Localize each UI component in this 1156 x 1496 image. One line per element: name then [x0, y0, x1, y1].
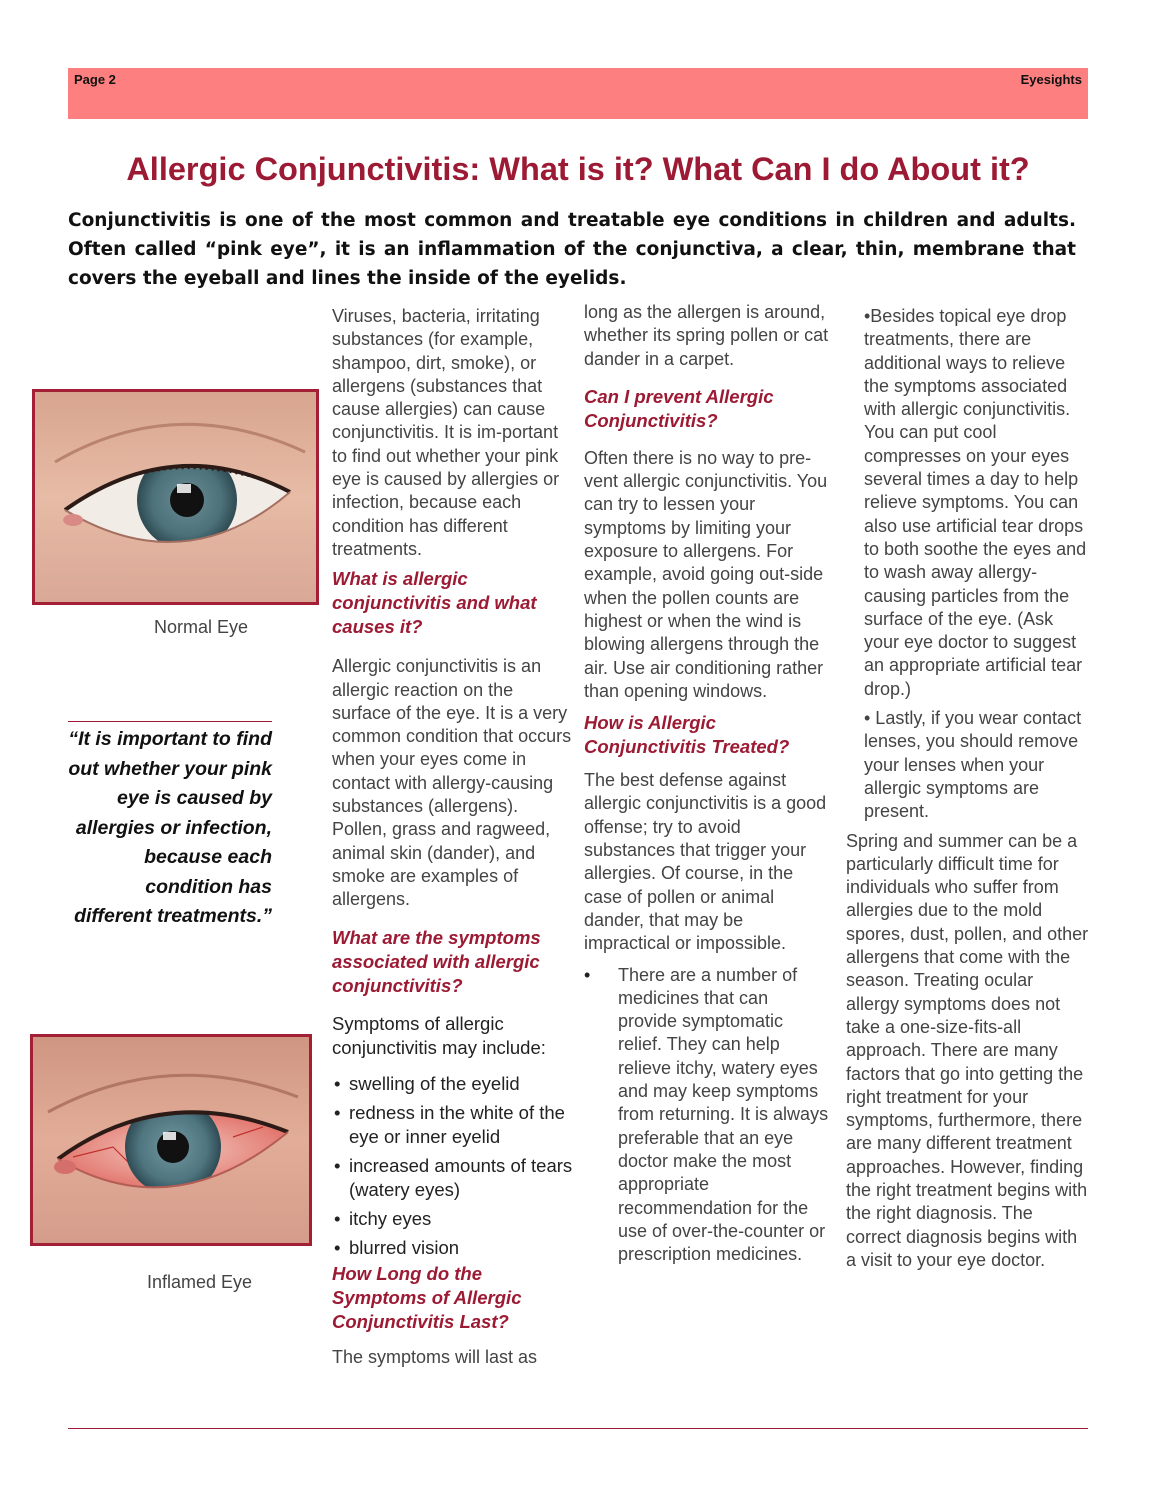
publication-name: Eyesights: [1020, 72, 1082, 87]
symptom-item: • swelling of the eyelid: [332, 1072, 576, 1096]
heading-treated: How is Allergic Conjunctivitis Treated?: [584, 712, 790, 758]
column-3: [584, 301, 832, 1266]
treated-paragraph: The best defense against allergic conjunctivitis is a good offense; try to avoid substances that trigger your allergies. Of course, in the case of pollen or animal dander, that may be impractical or impossible.: [584, 770, 827, 954]
inflamed-eye-caption: Inflamed Eye: [147, 1272, 253, 1292]
continued-paragraph: long as the allergen is around, whether its spring pollen or cat dander in a carpet.: [584, 302, 829, 369]
lastly-bullet: • Lastly, if you wear contact lenses, you should remove your lenses when your allergic symptoms are present.: [864, 708, 1082, 822]
column-2: [332, 305, 576, 1369]
heading-what-is: What is allergic conjunctivitis and what causes it?: [332, 568, 537, 638]
page-number: Page 2: [74, 72, 116, 87]
article-title: Allergic Conjunctivitis: What is it? What Can I do About it?: [126, 151, 1030, 187]
lead-paragraph: Conjunctivitis is one of the most common and treatable eye conditions in children and adults. Often called “pink eye”, it is an inflammation of the conjunctiva, a clear, thin, membrane that covers the eyeball and lines the inside of the eyelids.: [68, 210, 1076, 289]
symptom-item: • redness in the white of the eye or inner eyelid: [332, 1101, 576, 1149]
pull-quote: “It is important to find out whether your pink eye is caused by allergies or infection, because each condition has different treatments.”: [68, 728, 272, 927]
heading-symptoms: What are the symptoms associated with allergic conjunctivitis?: [332, 926, 541, 996]
pull-quote-rule: [68, 721, 272, 722]
medicines-bullet: • There are a number of medicines that can provide symptomatic relief. They can help relieve itchy, watery eyes and may keep symptoms from returning. It is always preferable that an eye doctor make the most appropriate recommendation for the use of over-the-counter or prescription medicines.: [584, 964, 832, 1267]
prevent-paragraph: Often there is no way to pre-vent allergic conjunctivitis. You can try to lessen your symptoms by limiting your exposure to allergens. For example, avoid going out-side when the pollen counts are highest or when the wind is blowing allergens through the air. Use air conditioning rather than opening windows.: [584, 447, 828, 701]
symptom-item: • itchy eyes: [332, 1207, 576, 1231]
spring-paragraph: Spring and summer can be a particularly difficult time for individuals who suffer from allergies due to the mold spores, dust, pollen, and other allergens that come with the season. Treating ocular allergy symptoms does not take a one-size-fits-all approach. There are many factors that go into getting the right treatment for your symptoms, furthermore, there are many different treatment approaches. However, finding the right treatment begins with the right diagnosis. The correct diagnosis begins with a visit to your eye doctor.: [846, 830, 1089, 1270]
column-4: [846, 305, 1090, 1272]
heading-prevent: Can I prevent Allergic Conjunctivitis?: [584, 385, 774, 431]
symptoms-list: [332, 1072, 576, 1260]
intro-paragraph: Viruses, bacteria, irritating substances (for example, shampoo, dirt, smoke), or allergens (substances that cause allergies) can cause conjunctivitis. It is im-portant to find out whether your pink eye is caused by allergies or infection, because each condition has different treatments.: [332, 306, 560, 559]
how-long-paragraph: The symptoms will last as: [332, 1346, 538, 1367]
heading-how-long: How Long do the Symptoms of Allergic Conjunctivitis Last?: [332, 1262, 522, 1332]
inflamed-eye-photo: [30, 1034, 312, 1246]
besides-bullet: •Besides topical eye drop treatments, there are additional ways to relieve the symptoms associated with allergic conjunctivitis. You can put cool compresses on your eyes several times a day to help relieve symptoms. You can also use artificial tear drops to both soothe the eyes and to wash away allergy-causing particles from the surface of the eye. (Ask your eye doctor to suggest an appropriate artificial tear drop.): [864, 306, 1087, 699]
normal-eye-photo: [32, 389, 319, 605]
header-bar: [68, 68, 1088, 119]
footer-rule: [68, 1428, 1088, 1429]
normal-eye-caption: Normal Eye: [154, 617, 249, 637]
symptom-item: • increased amounts of tears (watery eyes): [332, 1154, 576, 1202]
symptoms-intro: Symptoms of allergic conjunctivitis may include:: [332, 1012, 546, 1058]
symptom-item: • blurred vision: [332, 1236, 576, 1260]
what-is-paragraph: Allergic conjunctivitis is an allergic reaction on the surface of the eye. It is a very common condition that occurs when your eyes come in contact with allergy-causing substances (allergens). Pollen, grass and ragweed, animal skin (dander), and smoke are examples of allergens.: [332, 656, 572, 910]
